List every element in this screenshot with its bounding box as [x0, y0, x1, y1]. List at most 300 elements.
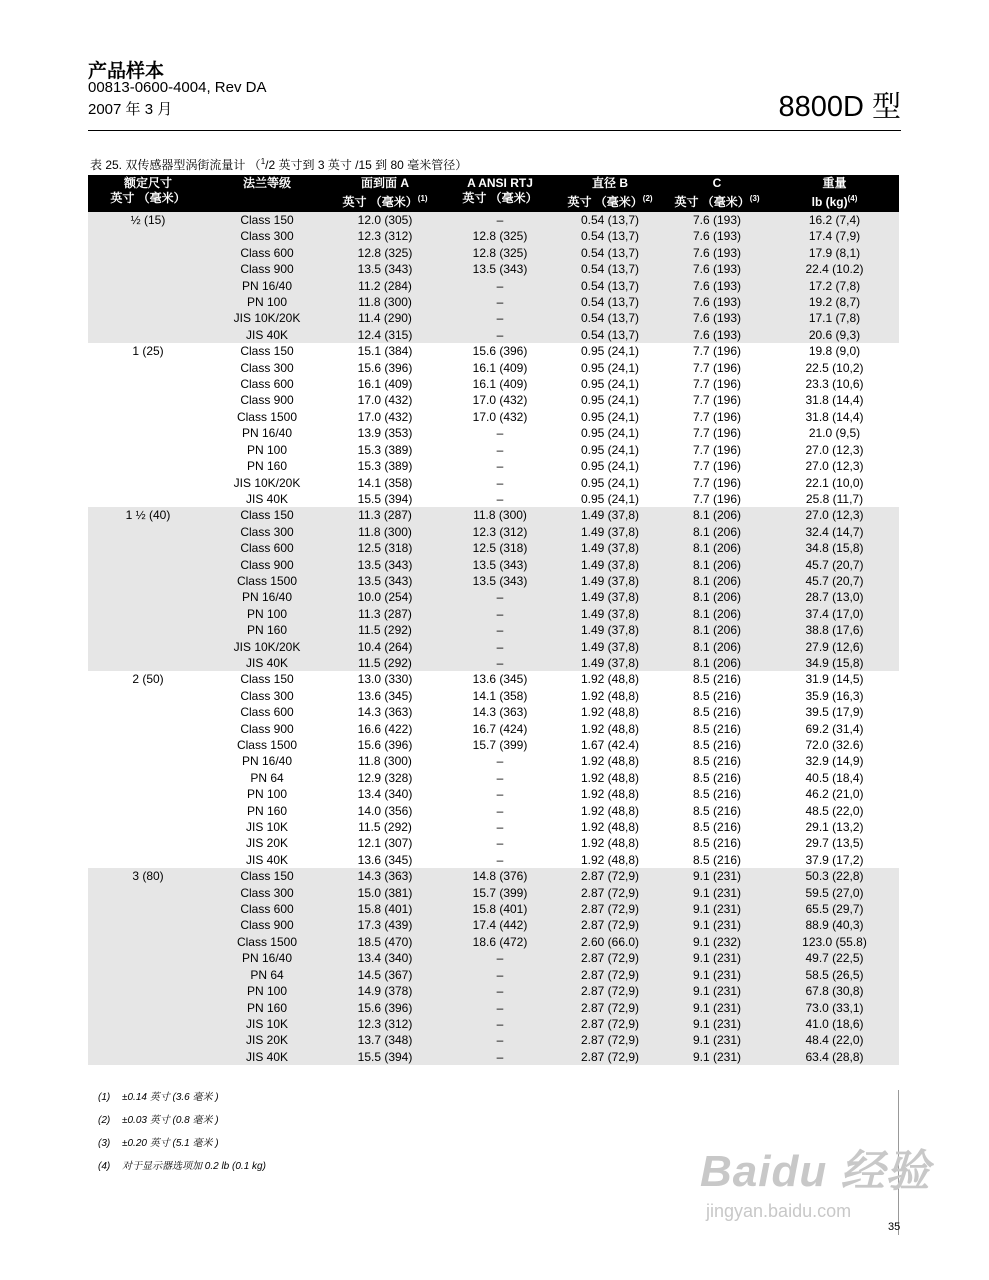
table-cell: 41.0 (18,6)	[770, 1016, 899, 1032]
table-cell: 15.5 (394)	[326, 1049, 444, 1065]
table-cell: PN 160	[208, 458, 326, 474]
column-header-unit	[90, 191, 206, 206]
table-row	[88, 376, 899, 392]
table-cell: 1.92 (48,8)	[556, 753, 664, 769]
table-cell: PN 100	[208, 294, 326, 310]
column-header-unit-text: 英寸 （毫米）	[342, 195, 418, 209]
footnote-number: (4)	[98, 1161, 111, 1172]
document-date: 2007 年 3 月	[88, 101, 173, 118]
table-row	[88, 343, 899, 359]
table-row	[88, 425, 899, 441]
table-cell: Class 900	[208, 557, 326, 573]
column-header-unit	[446, 191, 554, 206]
table-cell: 8.1 (206)	[664, 639, 770, 655]
table-cell: 9.1 (231)	[664, 983, 770, 999]
table-cell: 2.87 (72,9)	[556, 950, 664, 966]
table-row	[88, 934, 899, 950]
table-cell: 23.3 (10,6)	[770, 376, 899, 392]
table-cell: 22.5 (10,2)	[770, 360, 899, 376]
table-cell: 45.7 (20,7)	[770, 573, 899, 589]
table-cell: 67.8 (30,8)	[770, 983, 899, 999]
document-title: 产品样本	[88, 61, 165, 82]
table-cell: –	[444, 327, 556, 343]
column-header-unit-text: 英寸 （毫米）	[110, 191, 186, 205]
column-header	[88, 175, 208, 212]
size-group	[88, 507, 899, 671]
table-row	[88, 852, 899, 868]
table-cell: 0.95 (24,1)	[556, 360, 664, 376]
table-cell: 9.1 (231)	[664, 901, 770, 917]
table-row	[88, 327, 899, 343]
table-cell: 20.6 (9,3)	[770, 327, 899, 343]
table-cell: JIS 40K	[208, 491, 326, 507]
table-cell: 8.5 (216)	[664, 835, 770, 851]
table-cell: 19.2 (8,7)	[770, 294, 899, 310]
table-cell: 9.1 (231)	[664, 917, 770, 933]
footnote	[98, 1088, 266, 1111]
footnote	[98, 1157, 266, 1180]
table-cell: 7.6 (193)	[664, 310, 770, 326]
table-cell: 16.1 (409)	[444, 360, 556, 376]
table-cell: 17.0 (432)	[326, 409, 444, 425]
table-cell: 18.5 (470)	[326, 934, 444, 950]
table-cell: 8.1 (206)	[664, 540, 770, 556]
table-cell: 13.5 (343)	[326, 557, 444, 573]
table-cell: 2.87 (72,9)	[556, 1016, 664, 1032]
table-cell: 32.9 (14,9)	[770, 753, 899, 769]
table-cell: 46.2 (21,0)	[770, 786, 899, 802]
table-cell: 22.4 (10.2)	[770, 261, 899, 277]
header-row	[88, 175, 899, 212]
table-cell: 7.7 (196)	[664, 343, 770, 359]
table-cell: 8.5 (216)	[664, 803, 770, 819]
table-cell: –	[444, 753, 556, 769]
table-cell: Class 150	[208, 343, 326, 359]
table-cell: 12.5 (318)	[326, 540, 444, 556]
table-cell: JIS 20K	[208, 835, 326, 851]
table-cell: 28.7 (13,0)	[770, 589, 899, 605]
table-cell: 11.8 (300)	[326, 294, 444, 310]
table-cell: 15.6 (396)	[326, 1000, 444, 1016]
table-cell: 12.3 (312)	[444, 524, 556, 540]
table-cell: 37.4 (17,0)	[770, 606, 899, 622]
table-row	[88, 622, 899, 638]
table-cell: 7.6 (193)	[664, 294, 770, 310]
footnote-number: (3)	[98, 1138, 111, 1149]
table-cell: 13.6 (345)	[326, 688, 444, 704]
table-cell: 58.5 (26,5)	[770, 967, 899, 983]
table-cell: 1.49 (37,8)	[556, 573, 664, 589]
table-cell: Class 150	[208, 212, 326, 228]
table-cell: 1.49 (37,8)	[556, 639, 664, 655]
table-cell: Class 600	[208, 901, 326, 917]
table-cell: 16.1 (409)	[326, 376, 444, 392]
table-row	[88, 721, 899, 737]
table-cell: –	[444, 425, 556, 441]
table-row	[88, 917, 899, 933]
table-cell: –	[444, 835, 556, 851]
table-cell: Class 1500	[208, 409, 326, 425]
table-cell: 88.9 (40,3)	[770, 917, 899, 933]
table-cell: Class 150	[208, 868, 326, 884]
table-cell: 13.9 (353)	[326, 425, 444, 441]
table-row	[88, 310, 899, 326]
table-cell: 40.5 (18,4)	[770, 770, 899, 786]
table-cell: JIS 10K/20K	[208, 475, 326, 491]
table-row	[88, 737, 899, 753]
table-cell: 8.1 (206)	[664, 524, 770, 540]
footnote-ref: (4)	[847, 194, 858, 203]
table-cell: –	[444, 589, 556, 605]
table-cell: 0.95 (24,1)	[556, 409, 664, 425]
table-cell: 15.8 (401)	[444, 901, 556, 917]
table-cell: PN 160	[208, 803, 326, 819]
table-cell: 15.3 (389)	[326, 442, 444, 458]
table-cell: 25.8 (11,7)	[770, 491, 899, 507]
table-row	[88, 606, 899, 622]
table-cell: 31.8 (14,4)	[770, 409, 899, 425]
table-cell: 15.5 (394)	[326, 491, 444, 507]
table-row	[88, 639, 899, 655]
table-cell: Class 300	[208, 228, 326, 244]
table-cell: 11.5 (292)	[326, 655, 444, 671]
table-cell: 29.7 (13,5)	[770, 835, 899, 851]
table-cell: Class 600	[208, 540, 326, 556]
table-cell: 2.87 (72,9)	[556, 901, 664, 917]
column-header	[664, 175, 770, 212]
table-cell: 2.60 (66.0)	[556, 934, 664, 950]
table-cell: 9.1 (231)	[664, 1016, 770, 1032]
table-cell: 1.49 (37,8)	[556, 589, 664, 605]
table-cell: 13.5 (343)	[326, 573, 444, 589]
table-cell: 12.0 (305)	[326, 212, 444, 228]
table-cell: 11.8 (300)	[326, 524, 444, 540]
table-cell: 0.95 (24,1)	[556, 343, 664, 359]
watermark-logo: Baidu 经验	[700, 1147, 931, 1196]
nominal-size-cell: 2 (50)	[88, 671, 208, 868]
table-cell: 7.7 (196)	[664, 376, 770, 392]
table-cell: 9.1 (231)	[664, 1000, 770, 1016]
table-row	[88, 803, 899, 819]
column-header	[770, 175, 899, 212]
model-heading: 8800D 型	[778, 91, 901, 123]
table-cell: 9.1 (231)	[664, 1032, 770, 1048]
dimension-table	[88, 175, 899, 1065]
table-cell: 14.1 (358)	[326, 475, 444, 491]
table-cell: –	[444, 278, 556, 294]
table-cell: Class 900	[208, 261, 326, 277]
table-cell: 8.5 (216)	[664, 704, 770, 720]
table-cell: 49.7 (22,5)	[770, 950, 899, 966]
table-cell: 1.67 (42.4)	[556, 737, 664, 753]
table-cell: 8.5 (216)	[664, 852, 770, 868]
table-cell: 1.92 (48,8)	[556, 786, 664, 802]
table-row	[88, 753, 899, 769]
table-cell: Class 1500	[208, 573, 326, 589]
caption-main: 表 25. 双传感器型涡街流量计 （	[90, 158, 261, 172]
table-cell: –	[444, 1016, 556, 1032]
table-cell: 10.0 (254)	[326, 589, 444, 605]
table-cell: –	[444, 655, 556, 671]
table-cell: 14.1 (358)	[444, 688, 556, 704]
table-cell: Class 1500	[208, 934, 326, 950]
table-cell: 8.5 (216)	[664, 786, 770, 802]
table-cell: 48.5 (22,0)	[770, 803, 899, 819]
table-cell: –	[444, 622, 556, 638]
table-cell: 14.5 (367)	[326, 967, 444, 983]
table-cell: –	[444, 310, 556, 326]
table-cell: 0.54 (13,7)	[556, 327, 664, 343]
table-cell: –	[444, 803, 556, 819]
table-cell: Class 900	[208, 392, 326, 408]
table-cell: 0.95 (24,1)	[556, 458, 664, 474]
table-cell: Class 300	[208, 885, 326, 901]
column-header-unit-text: 英寸 （毫米）	[674, 195, 750, 209]
table-cell: 12.5 (318)	[444, 540, 556, 556]
table-cell: 2.87 (72,9)	[556, 983, 664, 999]
table-cell: 17.0 (432)	[444, 409, 556, 425]
table-row	[88, 557, 899, 573]
table-cell: –	[444, 770, 556, 786]
table-row	[88, 573, 899, 589]
table-cell: 1.92 (48,8)	[556, 770, 664, 786]
table-cell: 11.8 (300)	[326, 753, 444, 769]
table-cell: 27.9 (12,6)	[770, 639, 899, 655]
table-cell: 15.0 (381)	[326, 885, 444, 901]
table-cell: 7.6 (193)	[664, 278, 770, 294]
table-cell: 38.8 (17,6)	[770, 622, 899, 638]
table-row	[88, 212, 899, 228]
table-cell: 1.49 (37,8)	[556, 655, 664, 671]
table-row	[88, 491, 899, 507]
table-cell: 11.5 (292)	[326, 622, 444, 638]
table-cell: –	[444, 786, 556, 802]
column-header-title: 额定尺寸	[123, 176, 172, 190]
table-cell: 14.9 (378)	[326, 983, 444, 999]
table-cell: 13.4 (340)	[326, 786, 444, 802]
column-header-unit	[328, 191, 442, 210]
table-cell: 1.92 (48,8)	[556, 721, 664, 737]
table-cell: 15.6 (396)	[326, 737, 444, 753]
table-cell: Class 900	[208, 721, 326, 737]
table-cell: 50.3 (22,8)	[770, 868, 899, 884]
table-cell: 2.87 (72,9)	[556, 1049, 664, 1065]
table-cell: 17.4 (7,9)	[770, 228, 899, 244]
footnote	[98, 1111, 266, 1134]
table-cell: 12.4 (315)	[326, 327, 444, 343]
table-cell: 16.7 (424)	[444, 721, 556, 737]
footnote-number: (1)	[98, 1092, 111, 1103]
table-cell: 0.95 (24,1)	[556, 376, 664, 392]
table-row	[88, 835, 899, 851]
table-cell: 0.54 (13,7)	[556, 310, 664, 326]
table-cell: 13.5 (343)	[444, 573, 556, 589]
table-cell: JIS 20K	[208, 1032, 326, 1048]
table-row	[88, 1000, 899, 1016]
table-cell: JIS 40K	[208, 327, 326, 343]
nominal-size-cell: 1 ½ (40)	[88, 507, 208, 671]
table-cell: 12.1 (307)	[326, 835, 444, 851]
table-cell: PN 100	[208, 606, 326, 622]
table-cell: 13.5 (343)	[444, 557, 556, 573]
table-cell: Class 300	[208, 524, 326, 540]
table-cell: 12.8 (325)	[444, 245, 556, 261]
table-cell: –	[444, 819, 556, 835]
table-cell: 17.1 (7,8)	[770, 310, 899, 326]
table-cell: 7.6 (193)	[664, 327, 770, 343]
table-cell: JIS 40K	[208, 1049, 326, 1065]
table-cell: –	[444, 1032, 556, 1048]
table-cell: PN 160	[208, 1000, 326, 1016]
table-cell: 12.8 (325)	[326, 245, 444, 261]
table-cell: 63.4 (28,8)	[770, 1049, 899, 1065]
table-row	[88, 589, 899, 605]
table-cell: 2.87 (72,9)	[556, 1032, 664, 1048]
size-group	[88, 343, 899, 507]
table-cell: 1.49 (37,8)	[556, 557, 664, 573]
table-cell: Class 300	[208, 688, 326, 704]
table-cell: 7.7 (196)	[664, 491, 770, 507]
table-row	[88, 1049, 899, 1065]
table-cell: 73.0 (33,1)	[770, 1000, 899, 1016]
table-cell: 1.92 (48,8)	[556, 835, 664, 851]
table-cell: 15.7 (399)	[444, 737, 556, 753]
column-header	[444, 175, 556, 212]
table-cell: 7.7 (196)	[664, 425, 770, 441]
table-row	[88, 442, 899, 458]
table-cell: 45.7 (20,7)	[770, 557, 899, 573]
table-cell: –	[444, 442, 556, 458]
table-cell: Class 150	[208, 671, 326, 687]
table-cell: 14.3 (363)	[326, 868, 444, 884]
table-cell: –	[444, 475, 556, 491]
table-cell: 1.92 (48,8)	[556, 803, 664, 819]
table-cell: 7.7 (196)	[664, 392, 770, 408]
table-cell: 9.1 (231)	[664, 885, 770, 901]
table-cell: PN 16/40	[208, 278, 326, 294]
table-cell: –	[444, 212, 556, 228]
column-header-unit-text: 英寸 （毫米）	[462, 191, 538, 205]
table-cell: –	[444, 639, 556, 655]
table-cell: 9.1 (231)	[664, 1049, 770, 1065]
table-cell: 17.4 (442)	[444, 917, 556, 933]
table-cell: 8.1 (206)	[664, 573, 770, 589]
table-cell: 12.3 (312)	[326, 1016, 444, 1032]
table-cell: 8.1 (206)	[664, 589, 770, 605]
table-row	[88, 360, 899, 376]
table-cell: 8.1 (206)	[664, 606, 770, 622]
table-cell: Class 150	[208, 507, 326, 523]
table-cell: 0.95 (24,1)	[556, 491, 664, 507]
table-row	[88, 409, 899, 425]
table-cell: 13.5 (343)	[444, 261, 556, 277]
table-cell: 14.3 (363)	[444, 704, 556, 720]
table-cell: 12.8 (325)	[444, 228, 556, 244]
table-cell: 1.49 (37,8)	[556, 622, 664, 638]
table-cell: 1.92 (48,8)	[556, 852, 664, 868]
table-cell: 10.4 (264)	[326, 639, 444, 655]
table-cell: JIS 10K/20K	[208, 310, 326, 326]
table-cell: 15.6 (396)	[326, 360, 444, 376]
footnotes	[98, 1088, 266, 1180]
table-cell: 27.0 (12,3)	[770, 507, 899, 523]
table-cell: 15.7 (399)	[444, 885, 556, 901]
table-cell: 11.2 (284)	[326, 278, 444, 294]
header-divider	[88, 130, 901, 131]
table-row	[88, 1032, 899, 1048]
column-header-unit	[772, 191, 897, 210]
column-header-unit-text: 英寸 （毫米）	[567, 195, 643, 209]
table-cell: –	[444, 1049, 556, 1065]
page-number: 35	[888, 1221, 901, 1233]
table-cell: 9.1 (231)	[664, 950, 770, 966]
table-cell: PN 160	[208, 622, 326, 638]
table-cell: 31.9 (14,5)	[770, 671, 899, 687]
table-cell: 7.6 (193)	[664, 228, 770, 244]
table-cell: JIS 10K	[208, 819, 326, 835]
table-cell: –	[444, 491, 556, 507]
table-cell: 59.5 (27,0)	[770, 885, 899, 901]
table-cell: 1.92 (48,8)	[556, 688, 664, 704]
table-caption	[90, 156, 467, 173]
table-cell: 11.3 (287)	[326, 606, 444, 622]
table-row	[88, 983, 899, 999]
table-row	[88, 967, 899, 983]
table-cell: 19.8 (9,0)	[770, 343, 899, 359]
table-cell: 65.5 (29,7)	[770, 901, 899, 917]
table-cell: 22.1 (10,0)	[770, 475, 899, 491]
column-header-unit-text: lb (kg)	[811, 195, 848, 209]
table-cell: 13.4 (340)	[326, 950, 444, 966]
table-row	[88, 786, 899, 802]
table-cell: 35.9 (16,3)	[770, 688, 899, 704]
table-cell: 37.9 (17,2)	[770, 852, 899, 868]
table-cell: 1.49 (37,8)	[556, 524, 664, 540]
table-cell: 8.5 (216)	[664, 688, 770, 704]
table-row	[88, 228, 899, 244]
table-cell: 15.8 (401)	[326, 901, 444, 917]
table-cell: 8.1 (206)	[664, 557, 770, 573]
table-header	[88, 175, 899, 212]
table-cell: 0.95 (24,1)	[556, 425, 664, 441]
table-cell: 1.92 (48,8)	[556, 819, 664, 835]
table-cell: 13.5 (343)	[326, 261, 444, 277]
table-cell: 2.87 (72,9)	[556, 917, 664, 933]
table-cell: 2.87 (72,9)	[556, 967, 664, 983]
table-cell: 8.1 (206)	[664, 622, 770, 638]
table-cell: 17.9 (8,1)	[770, 245, 899, 261]
column-header-unit	[558, 191, 662, 210]
table-cell: 16.2 (7,4)	[770, 212, 899, 228]
table-row	[88, 524, 899, 540]
table-cell: 13.7 (348)	[326, 1032, 444, 1048]
table-cell: 15.6 (396)	[444, 343, 556, 359]
table-cell: 1.49 (37,8)	[556, 540, 664, 556]
footnote-text: ±0.14 英寸 (3.6 毫米 )	[122, 1092, 219, 1103]
table-cell: 12.3 (312)	[326, 228, 444, 244]
table-cell: 2.87 (72,9)	[556, 1000, 664, 1016]
column-header-title: A ANSI RTJ	[467, 176, 533, 190]
table-cell: 0.54 (13,7)	[556, 245, 664, 261]
table-cell: 69.2 (31,4)	[770, 721, 899, 737]
table-cell: 34.9 (15,8)	[770, 655, 899, 671]
table-cell: 8.5 (216)	[664, 737, 770, 753]
table-cell: 16.6 (422)	[326, 721, 444, 737]
nominal-size-cell: 1 (25)	[88, 343, 208, 507]
table-cell: 39.5 (17,9)	[770, 704, 899, 720]
table-cell: 8.1 (206)	[664, 655, 770, 671]
table-row	[88, 671, 899, 687]
